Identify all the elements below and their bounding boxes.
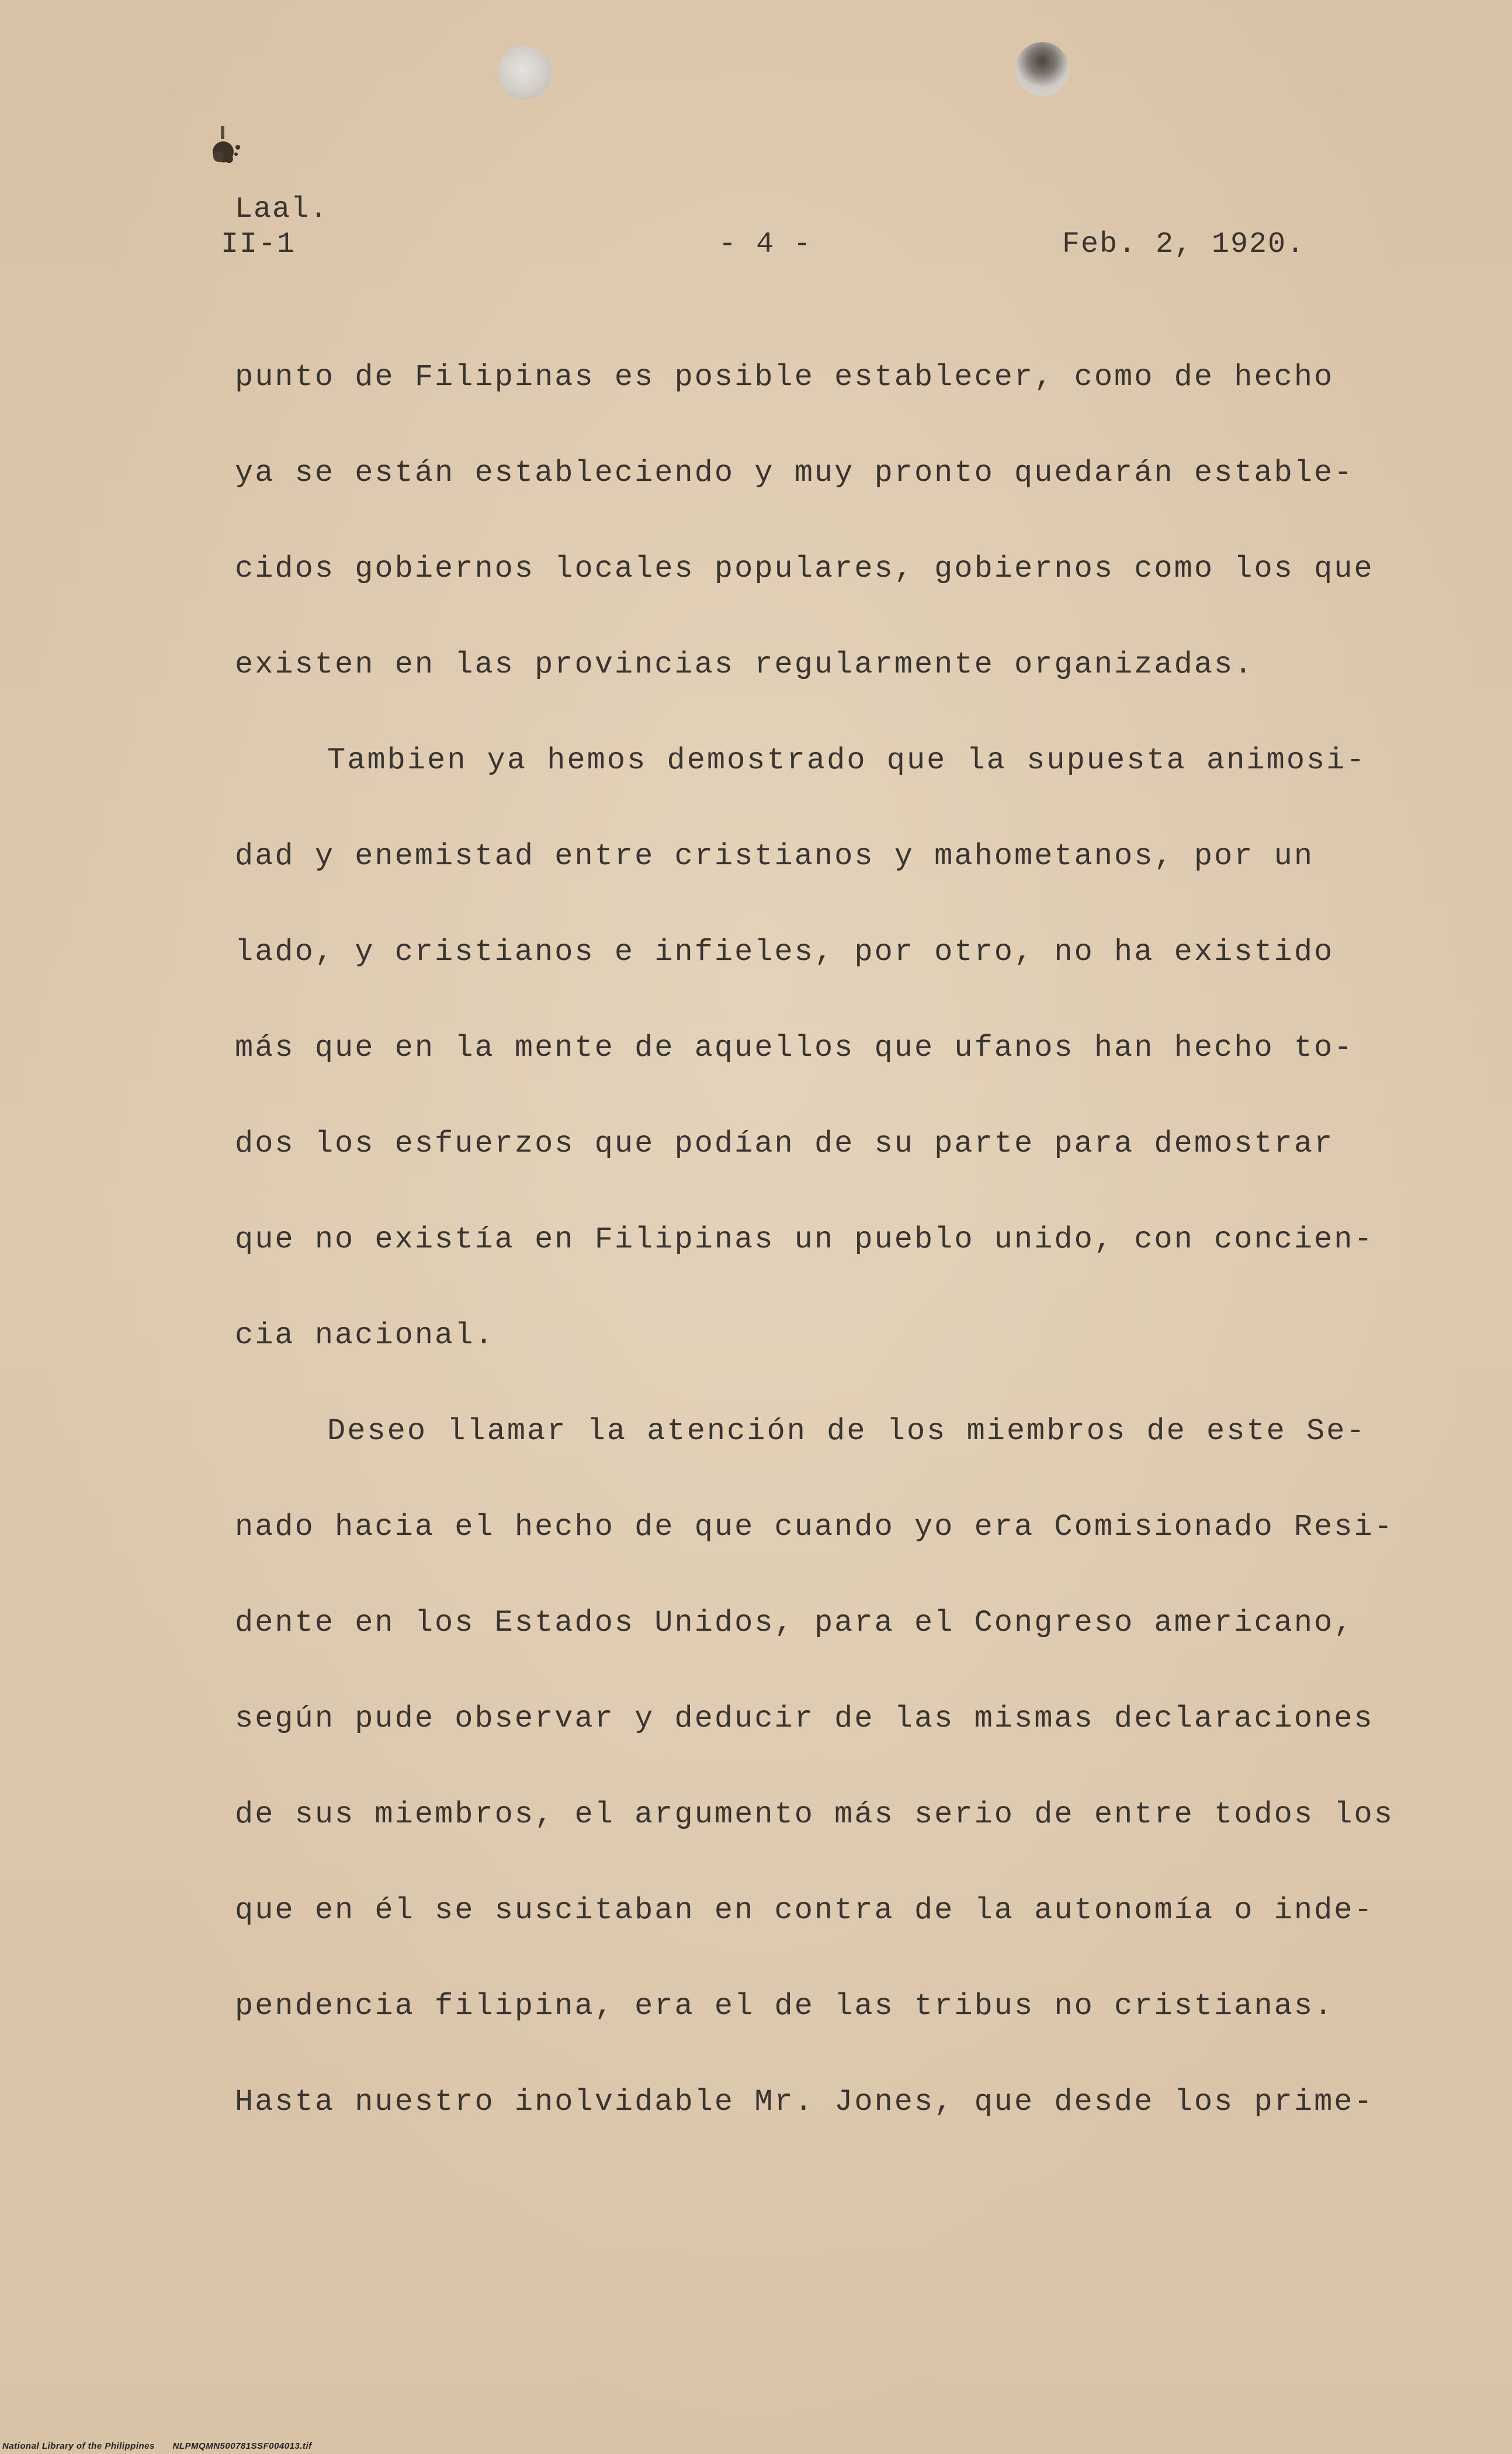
text-line: ya se están estableciendo y muy pronto quedarán estable- — [235, 456, 1354, 490]
text-line: dos los esfuerzos que podían de su parte para demostrar — [235, 1127, 1334, 1161]
ink-stain — [206, 123, 248, 169]
section-reference: II-1 — [221, 228, 296, 261]
text-line: según pude observar y deducir de las mismas declaraciones — [235, 1701, 1374, 1736]
text-line: de sus miembros, el argumento más serio de entre todos los — [235, 1797, 1394, 1832]
text-line: nado hacia el hecho de que cuando yo era Comisionado Resi- — [235, 1510, 1394, 1544]
document-date: Feb. 2, 1920. — [1062, 228, 1306, 261]
text-line: dad y enemistad entre cristianos y mahometanos, por un — [235, 839, 1315, 874]
text-line: más que en la mente de aquellos que ufanos han hecho to- — [235, 1031, 1354, 1065]
scan-footer — [2, 2441, 327, 2451]
text-line: que no existía en Filipinas un pueblo unido, con concien- — [235, 1222, 1374, 1257]
text-line: lado, y cristianos e infieles, por otro, no ha existido — [235, 935, 1334, 969]
text-line: Tambien ya hemos demostrado que la supuesta animosi- — [327, 743, 1367, 778]
text-line: pendencia filipina, era el de las tribus no cristianas. — [235, 1989, 1334, 2023]
text-line: cia nacional. — [235, 1318, 495, 1353]
library-credit: National Library of the Philippines — [2, 2441, 155, 2451]
text-line: que en él se suscitaban en contra de la autonomía o inde- — [235, 1893, 1374, 1928]
file-reference: Laal. — [235, 193, 329, 226]
text-line: Hasta nuestro inolvidable Mr. Jones, que desde los prime- — [235, 2085, 1374, 2119]
text-line: existen en las provincias regularmente organizadas. — [235, 647, 1254, 682]
text-line: dente en los Estados Unidos, para el Congreso americano, — [235, 1606, 1354, 1640]
text-line: cidos gobiernos locales populares, gobiernos como los que — [235, 552, 1374, 586]
punch-hole-left — [498, 46, 552, 99]
page-number: - 4 - — [719, 228, 813, 261]
scan-file-id: NLPMQMN500781SSF004013.tif — [172, 2441, 312, 2451]
punch-hole-right — [1015, 42, 1069, 96]
text-line: punto de Filipinas es posible establecer, como de hecho — [235, 360, 1334, 394]
body-text — [235, 355, 1394, 2176]
text-line: Deseo llamar la atención de los miembros de este Se- — [327, 1414, 1367, 1448]
